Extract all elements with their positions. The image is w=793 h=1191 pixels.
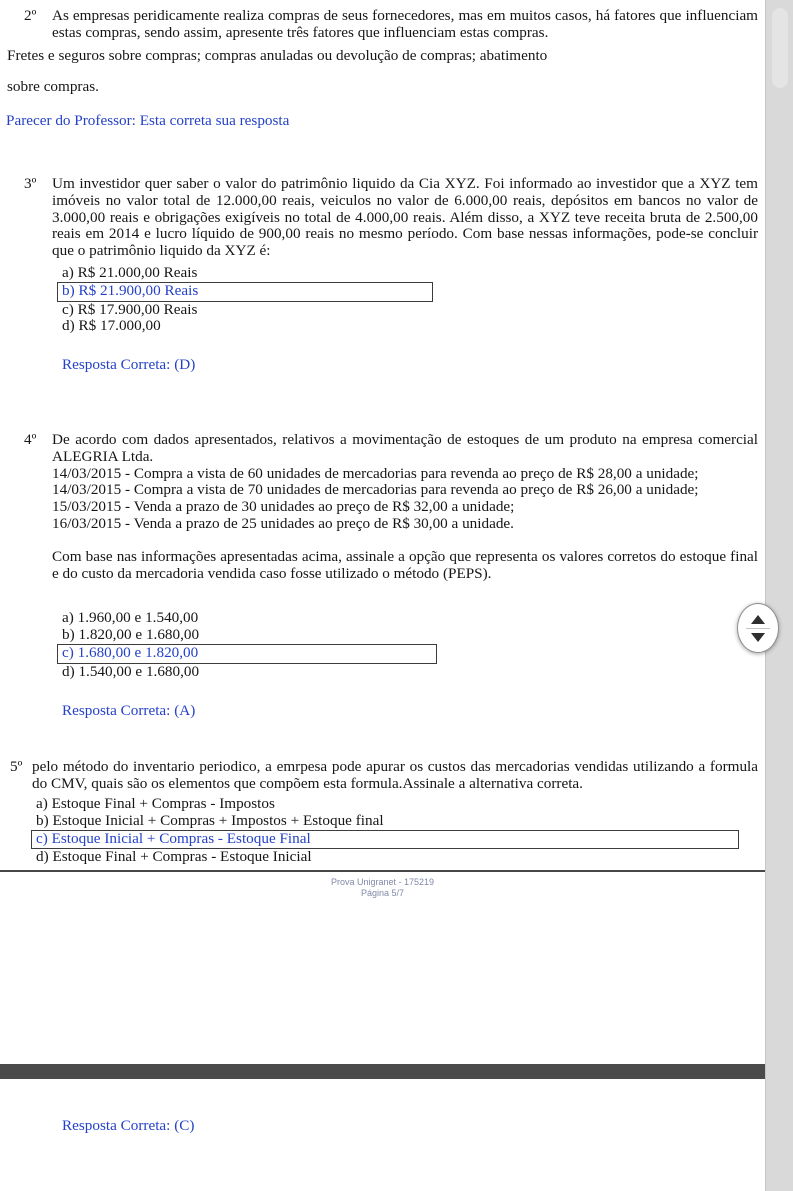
professor-feedback: Parecer do Professor: Esta correta sua resposta [6, 112, 290, 130]
question-4-movement-1: 14/03/2015 - Compra a vista de 60 unidades de mercadorias para revenda ao preço de R$ 28,00 a unidade; [52, 464, 699, 482]
question-4-movement-3: 15/03/2015 - Venda a prazo de 30 unidades ao preço de R$ 32,00 a unidade; [52, 498, 515, 516]
question-5-statement [6, 759, 760, 793]
question-3-option-d: d) R$ 17.000,00 [62, 317, 161, 335]
question-4-options [62, 610, 760, 680]
question-2 [6, 8, 760, 42]
question-4-option-b: b) 1.820,00 e 1.680,00 [62, 626, 200, 644]
question-2-text: As empresas peridicamente realiza compras de seus fornecedores, mas em muitos casos, há fatores que influenciam estas compras, sendo assim, apresente três fatores que influenciam estas compras. [52, 7, 758, 41]
question-4-question: Com base nas informações apresentadas acima, assinale a opção que representa os valores corretos do estoque final e do custo da mercadoria vendida caso fosse utilizado o método (PEPS). [52, 547, 758, 582]
question-4-option-d: d) 1.540,00 e 1.680,00 [62, 662, 200, 680]
question-4-intro: De acordo com dados apresentados, relativos a movimentação de estoques de um produto na empresa comercial ALEGRIA Ltda. [52, 430, 758, 465]
question-4-statement [6, 432, 760, 466]
question-2-statement [6, 8, 760, 42]
question-5-option-d: d) Estoque Final + Compras - Estoque Inicial [36, 848, 312, 866]
question-2-answer-line-2: sobre compras. [7, 78, 99, 96]
question-4-option-a: a) 1.960,00 e 1.540,00 [62, 609, 199, 627]
question-4-option-c-selected: c) 1.680,00 e 1.820,00 [57, 644, 437, 664]
question-5-correct-answer: Resposta Correta: (C) [62, 1117, 195, 1134]
question-5-option-c-selected: c) Estoque Inicial + Compras - Estoque Final [31, 830, 739, 850]
scrollbar-track[interactable] [765, 0, 793, 1191]
question-3-option-a: a) R$ 21.000,00 Reais [62, 263, 198, 281]
question-4-movement-2: 14/03/2015 - Compra a vista de 70 unidades de mercadorias para revenda ao preço de R$ 26,00 a unidade; [52, 481, 699, 499]
question-4-number: 4º [24, 430, 37, 448]
question-3-correct-answer: Resposta Correta: (D) [62, 356, 196, 374]
scroll-up-icon[interactable] [751, 615, 765, 624]
footer-page-number: Página 5/7 [360, 887, 405, 898]
scrollbar-thumb[interactable] [772, 8, 788, 88]
question-5-option-b: b) Estoque Inicial + Compras + Impostos + Estoque final [36, 811, 384, 829]
question-3-number: 3º [24, 174, 37, 192]
scroll-widget-divider [746, 628, 770, 629]
question-4 [6, 432, 760, 719]
scroll-down-icon[interactable] [751, 633, 765, 642]
question-3-options [62, 265, 760, 335]
question-5-text: pelo método do inventario periodico, a emrpesa pode apurar os custos das mercadorias vendidas utilizando a formula do CMV, quais são os elementos que compõem esta formula.Assinale a alternativa correta. [32, 758, 758, 793]
page-bottom-rule [0, 870, 765, 872]
question-2-number: 2º [24, 7, 37, 24]
footer-exam-id: Prova Unigranet - 175219 [330, 877, 435, 888]
question-5-options [36, 796, 760, 866]
page-footer [0, 877, 765, 898]
page-separator-bar [0, 1064, 765, 1079]
question-5-number: 5º [10, 758, 23, 776]
question-3-text: Um investidor quer saber o valor do patrimônio liquido da Cia XYZ. Foi informado ao investidor que a XYZ tem imóveis no valor total de 12.000,00 reais, veiculos no valor de 6.000,00 reais, depósitos em bancos no valor de 3.000,00 reais e obrigações exigíveis no total de 4.000,00 reais. Além disso, a XYZ teve receita bruta de 2.500,00 reais em 2014 e lucro líquido de 900,00 reais no mesmo período. Com base nessas informações, pode-se concluir que o patrimônio liquido da XYZ é: [52, 174, 758, 260]
question-4-movement-4: 16/03/2015 - Venda a prazo de 25 unidades ao preço de R$ 30,00 a unidade. [52, 514, 514, 532]
question-4-correct-answer: Resposta Correta: (A) [62, 701, 196, 719]
autoscroll-widget[interactable] [737, 603, 779, 653]
question-2-answer-line-1: Fretes e seguros sobre compras; compras anuladas ou devolução de compras; abatimento [7, 46, 548, 64]
question-5-option-a: a) Estoque Final + Compras - Impostos [36, 794, 275, 812]
question-3 [6, 176, 760, 374]
question-3-option-c: c) R$ 17.900,00 Reais [62, 300, 198, 318]
question-3-option-b-selected: b) R$ 21.900,00 Reais [57, 282, 433, 302]
question-5 [6, 759, 760, 866]
question-3-statement [6, 176, 760, 260]
